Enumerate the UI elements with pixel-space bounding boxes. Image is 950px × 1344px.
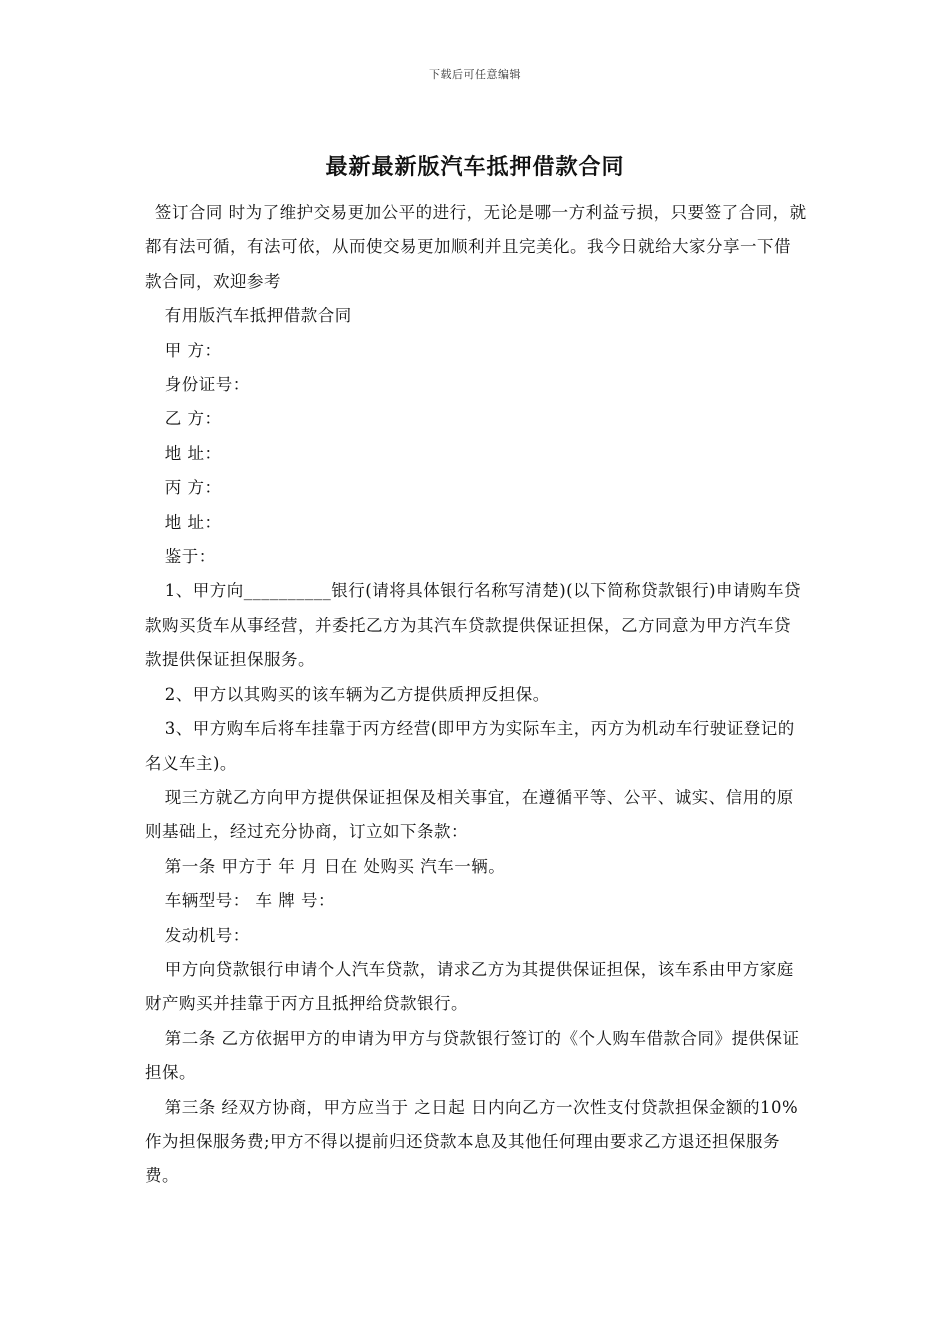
article-3: 第三条 经双方协商，甲方应当于 之日起 日内向乙方一次性支付贷款担保金额的10%作为担保服务费;甲方不得以提前归还贷款本息及其他任何理由要求乙方退还担保服务费。 <box>145 1097 799 1186</box>
recital-3: 3、甲方购车后将车挂靠于丙方经营(即甲方为实际车主，丙方为机动车行驶证登记的名义车主)。 <box>145 719 795 773</box>
article-1: 第一条 甲方于 年 月 日在 处购买 汽车一辆。 <box>164 856 506 876</box>
loan-request-paragraph: 甲方向贷款银行申请个人汽车贷款，请求乙方为其提供保证担保，该车系由甲方家庭财产购买并挂靠于丙方且抵押给贷款银行。 <box>145 959 794 1014</box>
contract-subtitle: 有用版汽车抵押借款合同 <box>164 306 352 326</box>
article-2: 第二条 乙方依据甲方的申请为甲方与贷款银行签订的《个人购车借款合同》提供保证担保。 <box>145 1028 800 1083</box>
address-line: 地 址： <box>164 443 222 463</box>
party-a-line: 甲 方： <box>164 340 222 360</box>
vehicle-model-line: 车辆型号： 车 牌 号： <box>164 891 336 911</box>
party-c-line: 丙 方： <box>164 478 222 498</box>
engine-number-line: 发动机号： <box>164 925 250 945</box>
agreement-preamble: 现三方就乙方向甲方提供保证担保及相关事宜，在遵循平等、公平、诚实、信用的原则基础上，经过充分协商，订立如下条款： <box>145 787 794 842</box>
id-number-line: 身份证号： <box>164 375 250 395</box>
party-b-line: 乙 方： <box>164 409 222 429</box>
address-line: 地 址： <box>164 512 222 532</box>
recital-1: 1、甲方向__________银行(请将具体银行名称写清楚)(以下简称贷款银行)申请购车贷款购买货车从事经营，并委托乙方为其汽车贷款提供保证担保，乙方同意为甲方汽车贷款提供保证担保服务。 <box>145 581 802 670</box>
document-body <box>145 196 807 1194</box>
recital-2: 2、甲方以其购买的该车辆为乙方提供质押反担保。 <box>164 684 550 704</box>
header-note: 下载后可任意编辑 <box>429 68 521 81</box>
whereas-line: 鉴于： <box>164 547 216 567</box>
intro-paragraph: 签订合同 时为了维护交易更加公平的进行，无论是哪一方利益亏损，只要签了合同，就都有法可循，有法可依，从而使交易更加顺利并且完美化。我今日就给大家分享一下借款合同，欢迎参考 <box>145 203 807 291</box>
document-title: 最新最新版汽车抵押借款合同 <box>325 154 625 180</box>
